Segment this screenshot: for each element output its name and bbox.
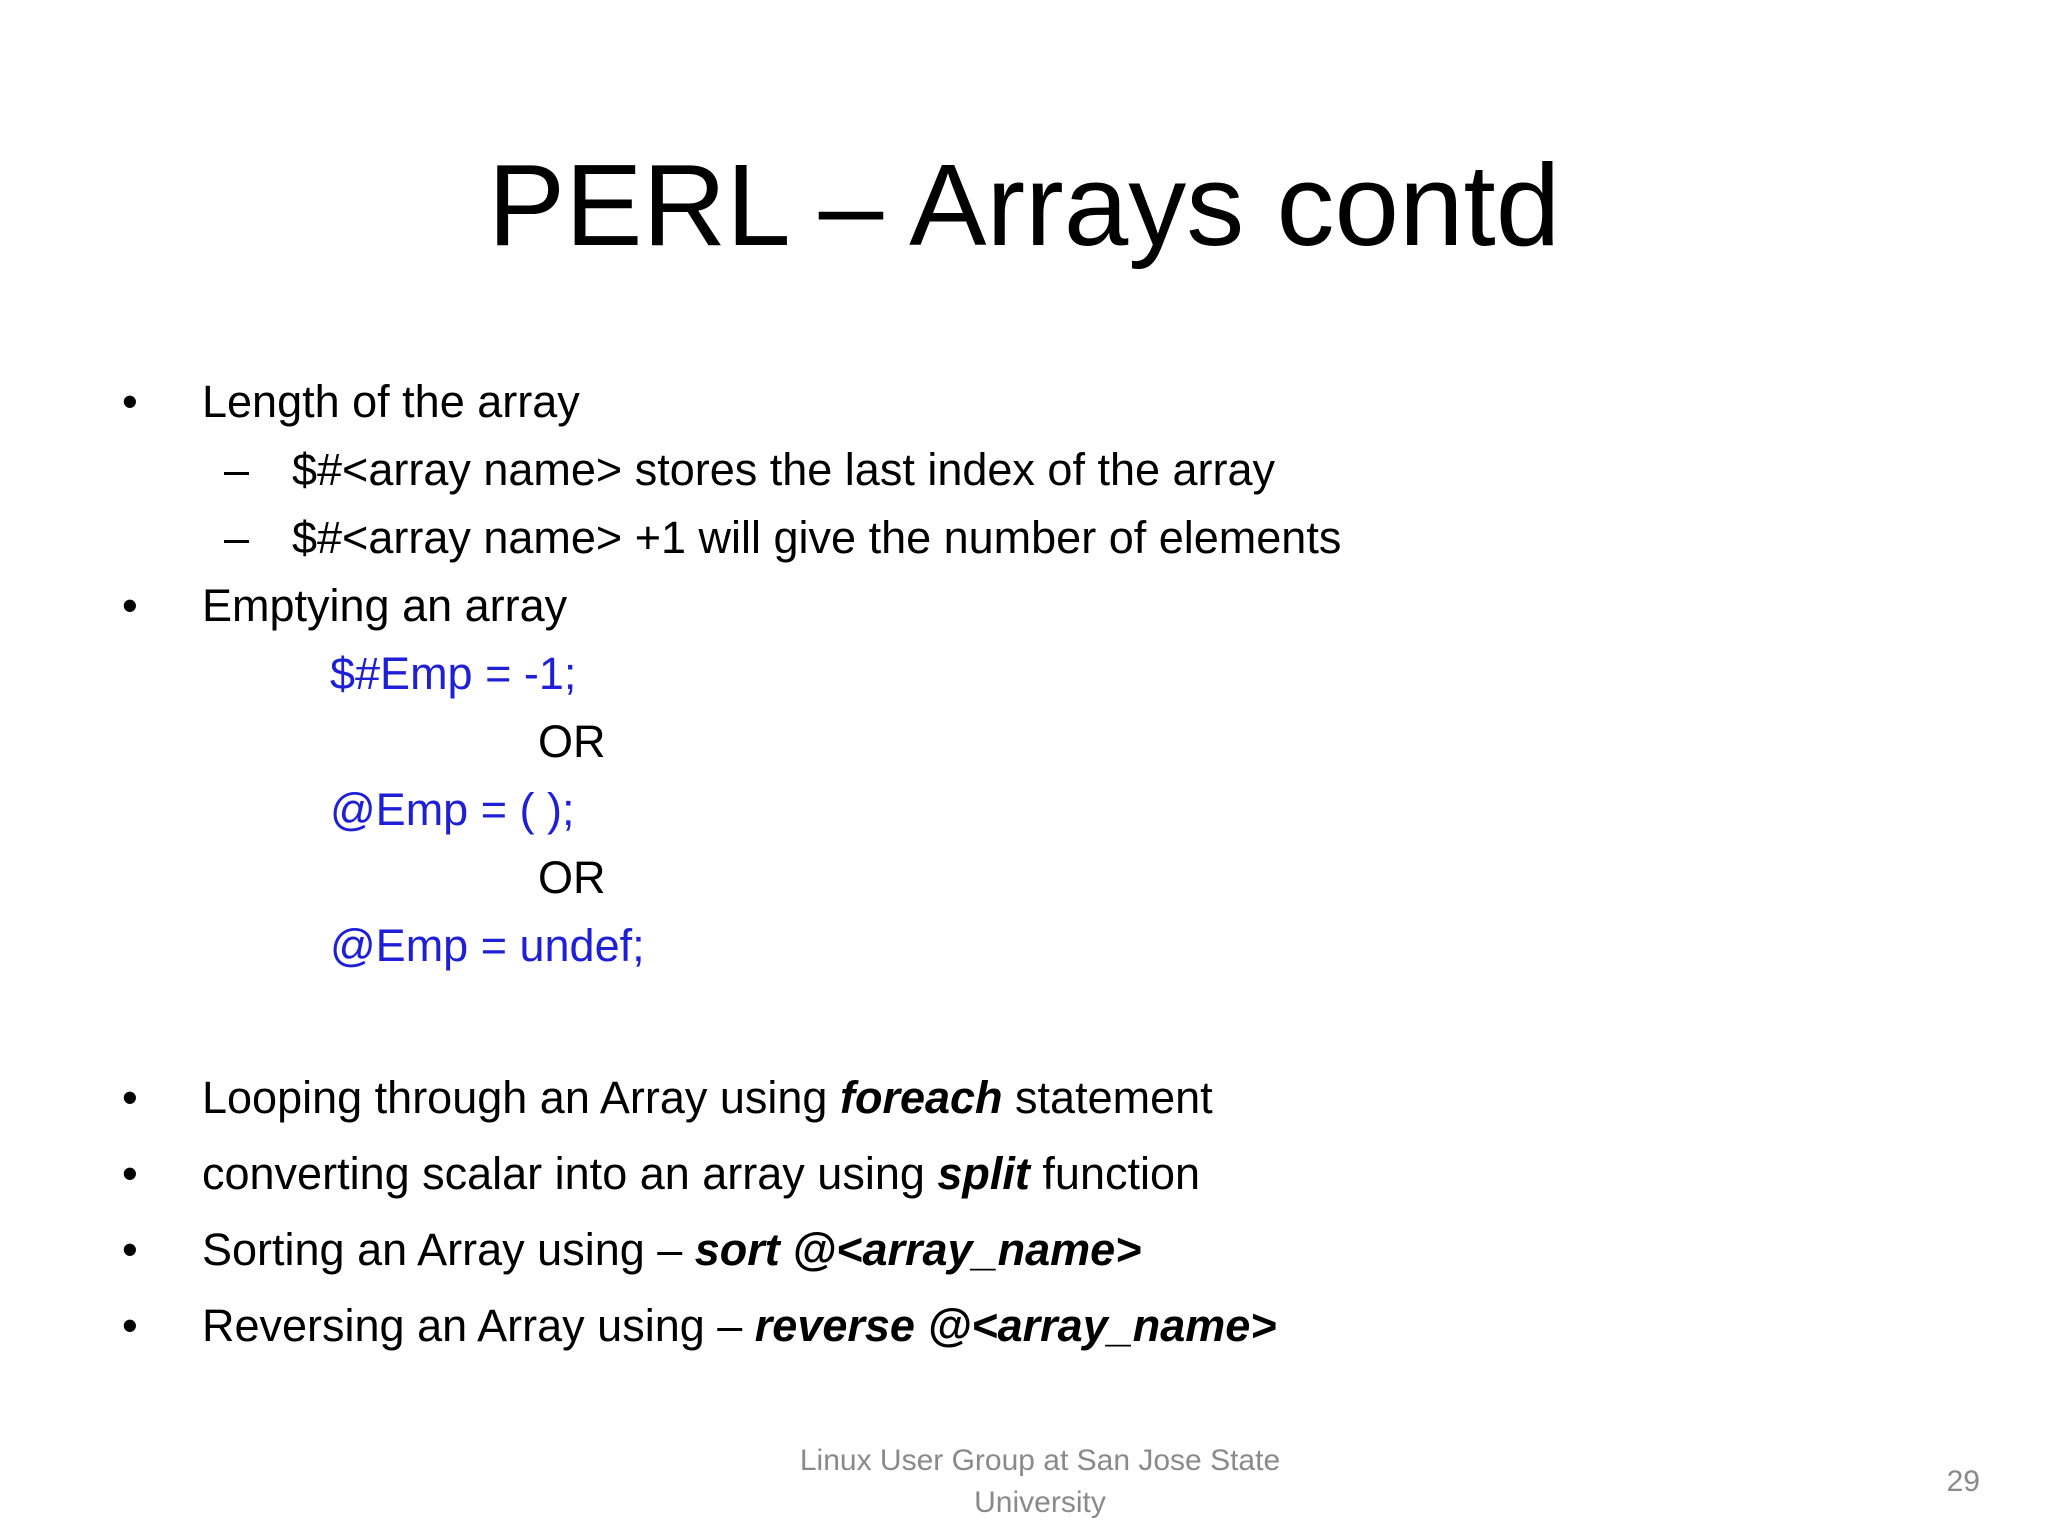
code-line-3: @Emp = undef; (330, 920, 645, 971)
or-label: OR (538, 716, 606, 767)
dash-icon: – (224, 512, 250, 563)
footer-line-2: University (974, 1486, 1106, 1519)
bullet-icon: • (122, 1072, 138, 1123)
sub-item-last-index: $#<array name> stores the last index of the array (292, 444, 1276, 495)
slide-footer (760, 1440, 1320, 1524)
code-line-2: @Emp = ( ); (330, 784, 575, 835)
bullet-icon: • (122, 580, 138, 631)
footer-line-1: Linux User Group at San Jose State (799, 1444, 1281, 1477)
or-label: OR (538, 852, 606, 903)
bullet-icon: • (122, 1224, 138, 1275)
bullet-looping (202, 1068, 1213, 1128)
reverse-keyword: reverse @<array_name> (754, 1300, 1277, 1351)
bullet-icon: • (122, 1148, 138, 1199)
bullet-reversing (202, 1296, 1277, 1356)
convert-suffix: function (1029, 1148, 1201, 1199)
sort-prefix: Sorting an Array using – (202, 1224, 695, 1275)
bullet-icon: • (122, 376, 138, 427)
code-line-1: $#Emp = -1; (330, 648, 577, 699)
reverse-prefix: Reversing an Array using – (202, 1300, 755, 1351)
looping-prefix: Looping through an Array using (202, 1072, 840, 1123)
slide-title: PERL – Arrays contd (487, 140, 1561, 270)
bullet-sorting (202, 1220, 1141, 1280)
convert-prefix: converting scalar into an array using (202, 1148, 938, 1199)
dash-icon: – (224, 444, 250, 495)
looping-keyword: foreach (839, 1072, 1003, 1123)
page-number: 29 (1946, 1465, 1980, 1498)
bullet-emptying-heading: Emptying an array (202, 580, 568, 631)
bullet-icon: • (122, 1300, 138, 1351)
bullet-converting (202, 1144, 1200, 1204)
sub-item-number-of-elements: $#<array name> +1 will give the number of elements (292, 512, 1342, 563)
sort-keyword: sort @<array_name> (694, 1224, 1142, 1275)
looping-suffix: statement (1002, 1072, 1213, 1123)
convert-keyword: split (937, 1148, 1030, 1199)
bullet-length-heading: Length of the array (202, 376, 580, 427)
